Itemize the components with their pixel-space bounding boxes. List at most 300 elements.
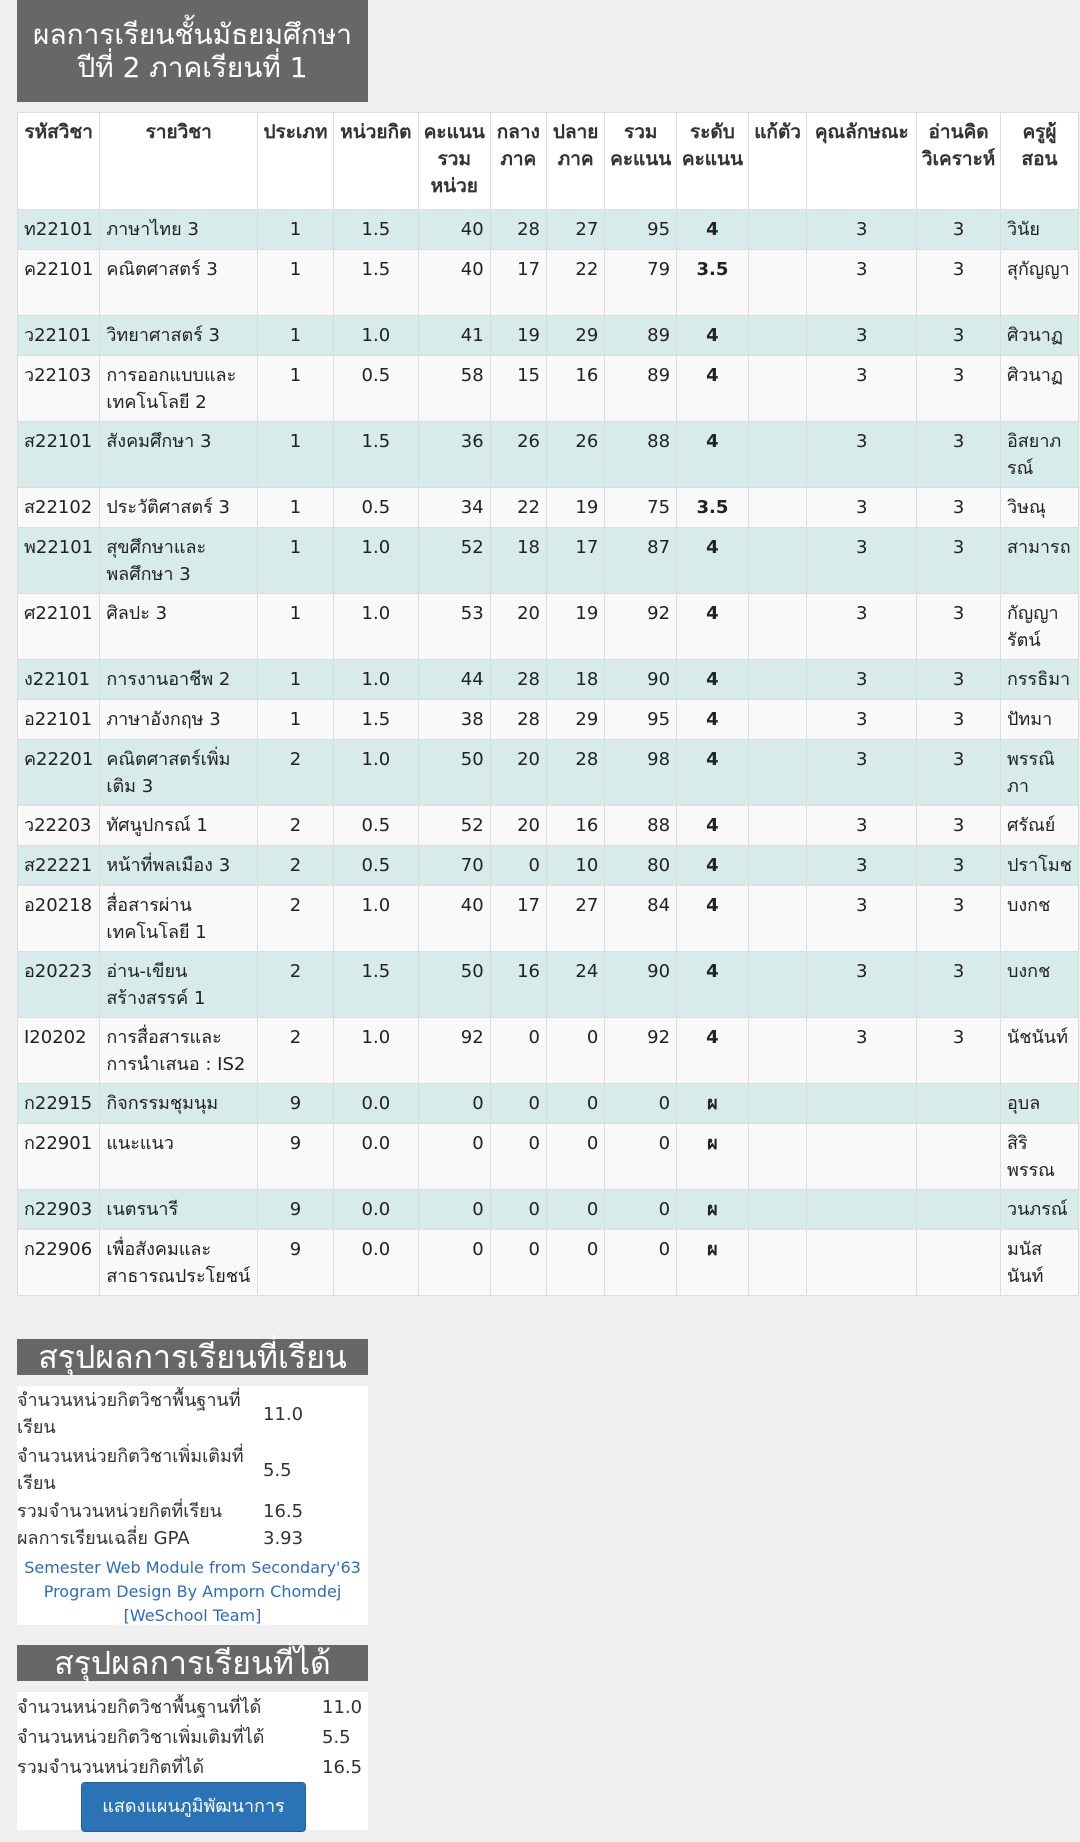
cell-code: ว22101 bbox=[18, 316, 100, 356]
cell-unit-score: 52 bbox=[418, 528, 490, 594]
summary-row bbox=[17, 1442, 368, 1498]
cell-subject: อ่าน-เขียนสร้างสรรค์ 1 bbox=[100, 952, 258, 1018]
cell-analysis: 3 bbox=[917, 422, 1001, 488]
cell-credit: 1.5 bbox=[333, 250, 418, 316]
cell-analysis: 3 bbox=[917, 1018, 1001, 1084]
cell-credit: 1.0 bbox=[333, 594, 418, 660]
cell-retake bbox=[748, 594, 807, 660]
cell-analysis: 3 bbox=[917, 806, 1001, 846]
cell-retake bbox=[748, 356, 807, 422]
cell-teacher: วินัย bbox=[1000, 210, 1078, 250]
cell-trait: 3 bbox=[807, 316, 917, 356]
table-row bbox=[18, 700, 1079, 740]
cell-teacher: พรรณิภา bbox=[1000, 740, 1078, 806]
cell-midterm: 20 bbox=[490, 740, 546, 806]
cell-retake bbox=[748, 886, 807, 952]
header-unit-score: คะแนนรวมหน่วย bbox=[418, 113, 490, 210]
cell-code: ว22103 bbox=[18, 356, 100, 422]
summary-label: รวมจำนวนหน่วยกิตที่เรียน bbox=[17, 1501, 222, 1522]
cell-credit: 0.0 bbox=[333, 1084, 418, 1124]
cell-teacher: ศรัณย์ bbox=[1000, 806, 1078, 846]
cell-retake bbox=[748, 806, 807, 846]
cell-type: 1 bbox=[258, 250, 334, 316]
table-row bbox=[18, 1018, 1079, 1084]
cell-credit: 1.0 bbox=[333, 740, 418, 806]
cell-grade: 4 bbox=[677, 316, 749, 356]
cell-analysis: 3 bbox=[917, 660, 1001, 700]
cell-unit-score: 92 bbox=[418, 1018, 490, 1084]
cell-midterm: 17 bbox=[490, 886, 546, 952]
cell-teacher: นัชนันท์ bbox=[1000, 1018, 1078, 1084]
cell-retake bbox=[748, 1190, 807, 1230]
cell-final: 29 bbox=[546, 316, 604, 356]
cell-teacher: มนัสนันท์ bbox=[1000, 1230, 1078, 1296]
cell-trait: 3 bbox=[807, 952, 917, 1018]
cell-type: 2 bbox=[258, 1018, 334, 1084]
show-development-chart-button[interactable]: แสดงแผนภูมิพัฒนาการ bbox=[81, 1782, 306, 1832]
cell-unit-score: 36 bbox=[418, 422, 490, 488]
cell-code: ศ22101 bbox=[18, 594, 100, 660]
cell-code: ส22221 bbox=[18, 846, 100, 886]
cell-credit: 0.5 bbox=[333, 806, 418, 846]
summary-row bbox=[17, 1525, 368, 1552]
cell-midterm: 20 bbox=[490, 594, 546, 660]
cell-midterm: 26 bbox=[490, 422, 546, 488]
cell-credit: 0.5 bbox=[333, 488, 418, 528]
cell-retake bbox=[748, 700, 807, 740]
table-row bbox=[18, 846, 1079, 886]
cell-grade: 4 bbox=[677, 740, 749, 806]
cell-credit: 0.5 bbox=[333, 356, 418, 422]
cell-type: 1 bbox=[258, 316, 334, 356]
cell-code: อ20218 bbox=[18, 886, 100, 952]
cell-unit-score: 0 bbox=[418, 1230, 490, 1296]
summary-value: 5.5 bbox=[263, 1459, 292, 1481]
cell-grade: ผ bbox=[677, 1084, 749, 1124]
summary-value: 16.5 bbox=[322, 1756, 363, 1778]
cell-unit-score: 44 bbox=[418, 660, 490, 700]
credit-line: [WeSchool Team] bbox=[123, 1606, 262, 1625]
cell-type: 1 bbox=[258, 528, 334, 594]
cell-grade: 4 bbox=[677, 210, 749, 250]
cell-final: 10 bbox=[546, 846, 604, 886]
cell-unit-score: 50 bbox=[418, 740, 490, 806]
cell-trait: 3 bbox=[807, 356, 917, 422]
cell-code: ก22915 bbox=[18, 1084, 100, 1124]
summary-studied-title: สรุปผลการเรียนที่เรียน bbox=[17, 1339, 368, 1375]
cell-teacher: สิริพรรณ bbox=[1000, 1124, 1078, 1190]
cell-subject: แนะแนว bbox=[100, 1124, 258, 1190]
cell-credit: 1.5 bbox=[333, 210, 418, 250]
cell-teacher: บงกช bbox=[1000, 952, 1078, 1018]
summary-label: ผลการเรียนเฉลี่ย GPA bbox=[17, 1528, 190, 1549]
header-total: รวมคะแนน bbox=[605, 113, 677, 210]
cell-retake bbox=[748, 1084, 807, 1124]
summary-value: 16.5 bbox=[263, 1501, 304, 1522]
cell-subject: เพื่อสังคมและสาธารณประโยชน์ bbox=[100, 1230, 258, 1296]
summary-studied-box bbox=[17, 1386, 368, 1625]
cell-midterm: 18 bbox=[490, 528, 546, 594]
cell-unit-score: 34 bbox=[418, 488, 490, 528]
table-row bbox=[18, 1124, 1079, 1190]
cell-trait: 3 bbox=[807, 886, 917, 952]
summary-label: จำนวนหน่วยกิตวิชาเพิ่มเติมที่ได้ bbox=[17, 1726, 265, 1748]
cell-total: 0 bbox=[605, 1230, 677, 1296]
cell-retake bbox=[748, 528, 807, 594]
cell-midterm: 0 bbox=[490, 1018, 546, 1084]
cell-midterm: 0 bbox=[490, 846, 546, 886]
cell-trait: 3 bbox=[807, 846, 917, 886]
table-row bbox=[18, 422, 1079, 488]
cell-total: 0 bbox=[605, 1084, 677, 1124]
cell-midterm: 22 bbox=[490, 488, 546, 528]
cell-type: 1 bbox=[258, 422, 334, 488]
cell-total: 84 bbox=[605, 886, 677, 952]
cell-unit-score: 41 bbox=[418, 316, 490, 356]
cell-teacher: อุบล bbox=[1000, 1084, 1078, 1124]
cell-teacher: วนภรณ์ bbox=[1000, 1190, 1078, 1230]
cell-retake bbox=[748, 1124, 807, 1190]
summary-row bbox=[17, 1386, 368, 1442]
header-analysis: อ่านคิดวิเคราะห์ bbox=[917, 113, 1001, 210]
header-grade: ระดับคะแนน bbox=[677, 113, 749, 210]
cell-teacher: ปัทมา bbox=[1000, 700, 1078, 740]
cell-grade: 4 bbox=[677, 846, 749, 886]
summary-label: จำนวนหน่วยกิตวิชาเพิ่มเติมที่เรียน bbox=[17, 1446, 244, 1494]
cell-trait bbox=[807, 1230, 917, 1296]
cell-type: 9 bbox=[258, 1190, 334, 1230]
cell-type: 1 bbox=[258, 356, 334, 422]
cell-unit-score: 40 bbox=[418, 210, 490, 250]
cell-final: 26 bbox=[546, 422, 604, 488]
cell-unit-score: 50 bbox=[418, 952, 490, 1018]
cell-total: 87 bbox=[605, 528, 677, 594]
cell-retake bbox=[748, 488, 807, 528]
cell-code: ก22901 bbox=[18, 1124, 100, 1190]
cell-type: 1 bbox=[258, 488, 334, 528]
cell-unit-score: 38 bbox=[418, 700, 490, 740]
cell-final: 28 bbox=[546, 740, 604, 806]
cell-subject: การออกแบบและเทคโนโลยี 2 bbox=[100, 356, 258, 422]
table-row bbox=[18, 660, 1079, 700]
cell-retake bbox=[748, 1018, 807, 1084]
cell-retake bbox=[748, 250, 807, 316]
cell-final: 19 bbox=[546, 594, 604, 660]
cell-analysis bbox=[917, 1124, 1001, 1190]
cell-grade: 3.5 bbox=[677, 488, 749, 528]
header-retake: แก้ตัว bbox=[748, 113, 807, 210]
cell-credit: 1.5 bbox=[333, 952, 418, 1018]
cell-type: 9 bbox=[258, 1230, 334, 1296]
cell-credit: 1.0 bbox=[333, 316, 418, 356]
cell-final: 24 bbox=[546, 952, 604, 1018]
grades-table bbox=[17, 112, 1079, 1296]
cell-type: 2 bbox=[258, 846, 334, 886]
cell-retake bbox=[748, 422, 807, 488]
cell-code: ท22101 bbox=[18, 210, 100, 250]
cell-total: 88 bbox=[605, 806, 677, 846]
cell-total: 0 bbox=[605, 1190, 677, 1230]
cell-subject: หน้าที่พลเมือง 3 bbox=[100, 846, 258, 886]
cell-retake bbox=[748, 846, 807, 886]
table-row bbox=[18, 316, 1079, 356]
cell-trait: 3 bbox=[807, 422, 917, 488]
cell-final: 29 bbox=[546, 700, 604, 740]
cell-final: 19 bbox=[546, 488, 604, 528]
cell-midterm: 0 bbox=[490, 1230, 546, 1296]
cell-total: 75 bbox=[605, 488, 677, 528]
cell-total: 95 bbox=[605, 700, 677, 740]
cell-retake bbox=[748, 1230, 807, 1296]
cell-subject: ประวัติศาสตร์ 3 bbox=[100, 488, 258, 528]
cell-analysis: 3 bbox=[917, 952, 1001, 1018]
cell-credit: 0.5 bbox=[333, 846, 418, 886]
cell-trait bbox=[807, 1190, 917, 1230]
cell-final: 18 bbox=[546, 660, 604, 700]
cell-total: 79 bbox=[605, 250, 677, 316]
cell-unit-score: 40 bbox=[418, 886, 490, 952]
cell-credit: 0.0 bbox=[333, 1230, 418, 1296]
table-row bbox=[18, 594, 1079, 660]
cell-subject: ภาษาอังกฤษ 3 bbox=[100, 700, 258, 740]
cell-trait: 3 bbox=[807, 660, 917, 700]
summary-row bbox=[17, 1752, 368, 1782]
cell-analysis: 3 bbox=[917, 886, 1001, 952]
cell-total: 90 bbox=[605, 660, 677, 700]
header-midterm: กลางภาค bbox=[490, 113, 546, 210]
cell-subject: การสื่อสารและการนำเสนอ : IS2 bbox=[100, 1018, 258, 1084]
cell-midterm: 16 bbox=[490, 952, 546, 1018]
cell-analysis: 3 bbox=[917, 210, 1001, 250]
cell-grade: ผ bbox=[677, 1190, 749, 1230]
cell-final: 0 bbox=[546, 1084, 604, 1124]
cell-type: 2 bbox=[258, 740, 334, 806]
credit-line: Semester Web Module from Secondary'63 bbox=[24, 1558, 361, 1577]
cell-trait: 3 bbox=[807, 806, 917, 846]
cell-unit-score: 52 bbox=[418, 806, 490, 846]
cell-final: 16 bbox=[546, 356, 604, 422]
header-final: ปลายภาค bbox=[546, 113, 604, 210]
cell-subject: การงานอาชีพ 2 bbox=[100, 660, 258, 700]
cell-grade: ผ bbox=[677, 1124, 749, 1190]
cell-subject: วิทยาศาสตร์ 3 bbox=[100, 316, 258, 356]
cell-retake bbox=[748, 952, 807, 1018]
header-subject: รายวิชา bbox=[100, 113, 258, 210]
header-teacher: ครูผู้สอน bbox=[1000, 113, 1078, 210]
cell-code: ส22102 bbox=[18, 488, 100, 528]
cell-subject: กิจกรรมชุมนุม bbox=[100, 1084, 258, 1124]
cell-analysis: 3 bbox=[917, 740, 1001, 806]
cell-teacher: สามารถ bbox=[1000, 528, 1078, 594]
table-row bbox=[18, 356, 1079, 422]
cell-analysis bbox=[917, 1230, 1001, 1296]
cell-final: 17 bbox=[546, 528, 604, 594]
cell-trait: 3 bbox=[807, 740, 917, 806]
cell-code: ส22101 bbox=[18, 422, 100, 488]
credit-line: Program Design By Amporn Chomdej bbox=[43, 1582, 342, 1601]
cell-analysis bbox=[917, 1190, 1001, 1230]
table-row bbox=[18, 210, 1079, 250]
cell-teacher: บงกช bbox=[1000, 886, 1078, 952]
credits-text bbox=[17, 1556, 368, 1628]
cell-unit-score: 53 bbox=[418, 594, 490, 660]
cell-total: 92 bbox=[605, 594, 677, 660]
cell-credit: 0.0 bbox=[333, 1124, 418, 1190]
summary-label: รวมจำนวนหน่วยกิตที่ได้ bbox=[17, 1756, 205, 1778]
cell-credit: 1.0 bbox=[333, 660, 418, 700]
summary-label: จำนวนหน่วยกิตวิชาพื้นฐานที่เรียน bbox=[17, 1390, 241, 1438]
cell-credit: 0.0 bbox=[333, 1190, 418, 1230]
cell-unit-score: 58 bbox=[418, 356, 490, 422]
cell-unit-score: 70 bbox=[418, 846, 490, 886]
cell-grade: 4 bbox=[677, 660, 749, 700]
cell-final: 27 bbox=[546, 210, 604, 250]
cell-type: 9 bbox=[258, 1124, 334, 1190]
cell-subject: คณิตศาสตร์ 3 bbox=[100, 250, 258, 316]
cell-code: ค22101 bbox=[18, 250, 100, 316]
summary-row bbox=[17, 1498, 368, 1525]
cell-final: 0 bbox=[546, 1190, 604, 1230]
summary-value: 11.0 bbox=[263, 1403, 304, 1425]
cell-code: I20202 bbox=[18, 1018, 100, 1084]
cell-analysis: 3 bbox=[917, 700, 1001, 740]
cell-final: 0 bbox=[546, 1124, 604, 1190]
header-credit: หน่วยกิต bbox=[333, 113, 418, 210]
summary-row bbox=[17, 1722, 368, 1752]
table-row bbox=[18, 1190, 1079, 1230]
cell-total: 0 bbox=[605, 1124, 677, 1190]
cell-retake bbox=[748, 210, 807, 250]
cell-subject: สื่อสารผ่านเทคโนโลยี 1 bbox=[100, 886, 258, 952]
cell-total: 88 bbox=[605, 422, 677, 488]
cell-credit: 1.0 bbox=[333, 528, 418, 594]
cell-trait: 3 bbox=[807, 210, 917, 250]
cell-credit: 1.0 bbox=[333, 886, 418, 952]
cell-code: พ22101 bbox=[18, 528, 100, 594]
cell-teacher: กัญญารัตน์ bbox=[1000, 594, 1078, 660]
cell-total: 98 bbox=[605, 740, 677, 806]
cell-analysis: 3 bbox=[917, 356, 1001, 422]
summary-value: 11.0 bbox=[322, 1696, 363, 1718]
cell-trait: 3 bbox=[807, 528, 917, 594]
cell-analysis: 3 bbox=[917, 316, 1001, 356]
cell-grade: 4 bbox=[677, 952, 749, 1018]
header-code: รหัสวิชา bbox=[18, 113, 100, 210]
cell-subject: ทัศนูปกรณ์ 1 bbox=[100, 806, 258, 846]
cell-type: 1 bbox=[258, 210, 334, 250]
cell-unit-score: 0 bbox=[418, 1084, 490, 1124]
cell-retake bbox=[748, 316, 807, 356]
cell-teacher: ศิวนาฏ bbox=[1000, 356, 1078, 422]
cell-midterm: 28 bbox=[490, 210, 546, 250]
table-header-row bbox=[18, 113, 1079, 210]
cell-analysis: 3 bbox=[917, 250, 1001, 316]
cell-credit: 1.0 bbox=[333, 1018, 418, 1084]
cell-subject: ศิลปะ 3 bbox=[100, 594, 258, 660]
table-row bbox=[18, 740, 1079, 806]
cell-grade: 4 bbox=[677, 1018, 749, 1084]
cell-trait bbox=[807, 1124, 917, 1190]
cell-total: 90 bbox=[605, 952, 677, 1018]
cell-grade: 4 bbox=[677, 594, 749, 660]
cell-total: 80 bbox=[605, 846, 677, 886]
cell-unit-score: 0 bbox=[418, 1190, 490, 1230]
cell-grade: 4 bbox=[677, 886, 749, 952]
cell-trait: 3 bbox=[807, 488, 917, 528]
cell-analysis: 3 bbox=[917, 488, 1001, 528]
cell-midterm: 0 bbox=[490, 1084, 546, 1124]
cell-code: ก22906 bbox=[18, 1230, 100, 1296]
cell-subject: สังคมศึกษา 3 bbox=[100, 422, 258, 488]
cell-analysis bbox=[917, 1084, 1001, 1124]
cell-code: ก22903 bbox=[18, 1190, 100, 1230]
cell-teacher: อิสยาภรณ์ bbox=[1000, 422, 1078, 488]
cell-retake bbox=[748, 740, 807, 806]
cell-code: ค22201 bbox=[18, 740, 100, 806]
cell-grade: 3.5 bbox=[677, 250, 749, 316]
cell-subject: คณิตศาสตร์เพิ่มเติม 3 bbox=[100, 740, 258, 806]
cell-midterm: 19 bbox=[490, 316, 546, 356]
cell-teacher: กรรธิมา bbox=[1000, 660, 1078, 700]
cell-trait: 3 bbox=[807, 250, 917, 316]
cell-total: 89 bbox=[605, 356, 677, 422]
summary-row bbox=[17, 1692, 368, 1722]
summary-value: 5.5 bbox=[322, 1726, 351, 1748]
cell-midterm: 20 bbox=[490, 806, 546, 846]
cell-midterm: 0 bbox=[490, 1190, 546, 1230]
cell-type: 1 bbox=[258, 660, 334, 700]
cell-midterm: 17 bbox=[490, 250, 546, 316]
cell-trait: 3 bbox=[807, 594, 917, 660]
cell-credit: 1.5 bbox=[333, 422, 418, 488]
cell-unit-score: 0 bbox=[418, 1124, 490, 1190]
cell-midterm: 28 bbox=[490, 700, 546, 740]
cell-type: 2 bbox=[258, 806, 334, 846]
header-trait: คุณลักษณะ bbox=[807, 113, 917, 210]
table-row bbox=[18, 488, 1079, 528]
cell-unit-score: 40 bbox=[418, 250, 490, 316]
cell-subject: ภาษาไทย 3 bbox=[100, 210, 258, 250]
cell-grade: 4 bbox=[677, 422, 749, 488]
cell-final: 22 bbox=[546, 250, 604, 316]
cell-midterm: 0 bbox=[490, 1124, 546, 1190]
cell-final: 27 bbox=[546, 886, 604, 952]
cell-subject: สุขศึกษาและพลศึกษา 3 bbox=[100, 528, 258, 594]
cell-grade: 4 bbox=[677, 356, 749, 422]
cell-code: อ22101 bbox=[18, 700, 100, 740]
table-row bbox=[18, 886, 1079, 952]
cell-type: 2 bbox=[258, 886, 334, 952]
table-row bbox=[18, 952, 1079, 1018]
cell-analysis: 3 bbox=[917, 594, 1001, 660]
cell-midterm: 15 bbox=[490, 356, 546, 422]
cell-total: 89 bbox=[605, 316, 677, 356]
gpa-value: 3.93 bbox=[263, 1528, 304, 1549]
cell-grade: 4 bbox=[677, 700, 749, 740]
summary-label: จำนวนหน่วยกิตวิชาพื้นฐานที่ได้ bbox=[17, 1696, 262, 1718]
table-row bbox=[18, 250, 1079, 316]
cell-type: 9 bbox=[258, 1084, 334, 1124]
cell-analysis: 3 bbox=[917, 528, 1001, 594]
cell-final: 0 bbox=[546, 1018, 604, 1084]
table-row bbox=[18, 1230, 1079, 1296]
cell-code: ง22101 bbox=[18, 660, 100, 700]
cell-grade: 4 bbox=[677, 806, 749, 846]
cell-final: 0 bbox=[546, 1230, 604, 1296]
cell-midterm: 28 bbox=[490, 660, 546, 700]
cell-type: 2 bbox=[258, 952, 334, 1018]
cell-teacher: ศิวนาฏ bbox=[1000, 316, 1078, 356]
